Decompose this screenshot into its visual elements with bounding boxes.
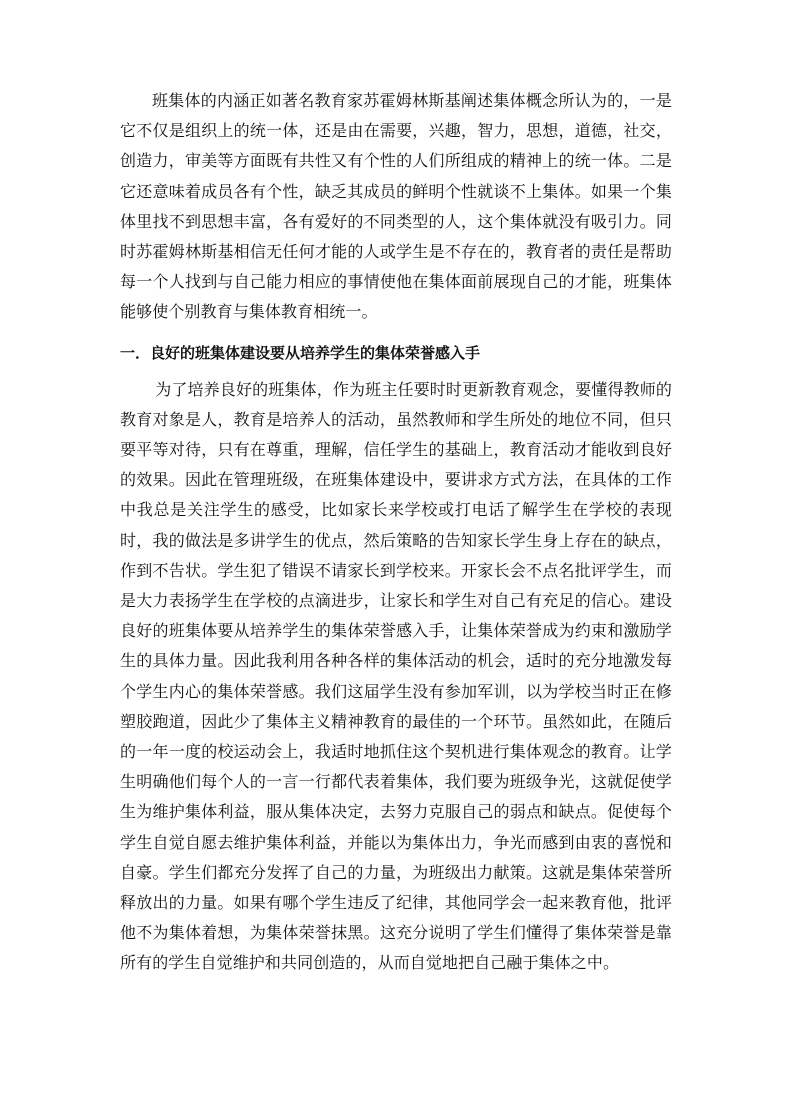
section-paragraph: 为了培养良好的班集体，作为班主任要时时更新教育观念，要懂得教师的教育对象是人，教育是培养人的活动，虽然教师和学生所处的地位不同，但只要平等对待，只有在尊重，理解，信任学生的基础上，教育活动才能收到良好的效果。因此在管理班级，在班集体建设中，要讲求方式方法，在具体的工作中我总是关注学生的感受，比如家长来学校或打电话了解学生在学校的表现时，我的做法是多讲学生的优点，然后策略的告知家长学生身上存在的缺点，作到不告状。学生犯了错误不请家长到学校来。开家长会不点名批评学生，而是大力表扬学生在学校的点滴进步，让家长和学生对自己有充足的信心。建设良好的班集体要从培养学生的集体荣誉感入手，让集体荣誉成为约束和激励学生的具体力量。因此我利用各种各样的集体活动的机会，适时的充分地激发每个学生内心的集体荣誉感。我们这届学生没有参加军训，以为学校当时正在修塑胶跑道，因此少了集体主义精神教育的最佳的一个环节。虽然如此，在随后的一年一度的校运动会上，我适时地抓住这个契机进行集体观念的教育。让学生明确他们每个人的一言一行都代表着集体，我们要为班级争光，这就促使学生为维护集体利益，服从集体决定，去努力克服自己的弱点和缺点。促使每个学生自觉自愿去维护集体利益，并能以为集体出力，争光而感到由衷的喜悦和自豪。学生们都充分发挥了自己的力量，为班级出力献策。这就是集体荣誉所释放出的力量。如果有哪个学生违反了纪律，其他同学会一起来教育他，批评他不为集体着想，为集体荣誉抹黑。这充分说明了学生们懂得了集体荣誉是靠所有的学生自觉维护和共同创造的，从而自觉地把自己融于集体之中。 xyxy=(120,379,672,973)
intro-paragraph: 班集体的内涵正如著名教育家苏霍姆林斯基阐述集体概念所认为的，一是它不仅是组织上的统一体，还是由在需要，兴趣，智力，思想，道德，社交，创造力，审美等方面既有共性又有个性的人们所组成的精神上的统一体。二是它还意味着成员各有个性，缺乏其成员的鲜明个性就谈不上集体。如果一个集体里找不到思想丰富，各有爱好的不同类型的人，这个集体就没有吸引力。同时苏霍姆林斯基相信无任何才能的人或学生是不存在的，教育者的责任是帮助每一个人找到与自己能力相应的事情使他在集体面前展现自己的才能，班集体能够使个别教育与集体教育相统一。 xyxy=(120,91,672,322)
document-body xyxy=(120,86,672,979)
section-heading: 一．良好的班集体建设要从培养学生的集体荣誉感入手 xyxy=(120,343,481,362)
